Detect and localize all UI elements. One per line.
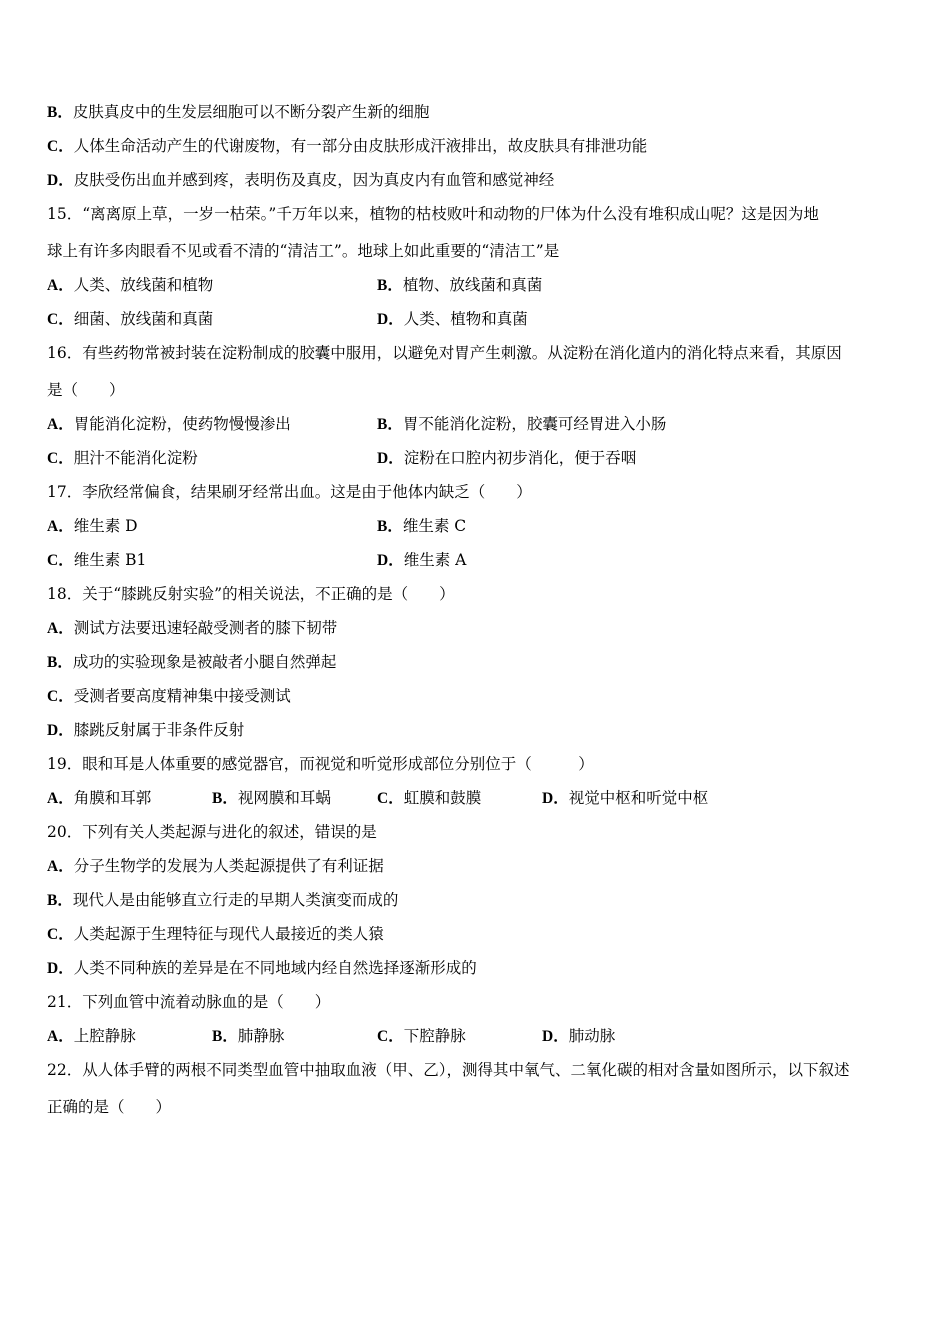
option-label: C． (47, 450, 74, 467)
option-text: 维生素 B1 (73, 551, 147, 569)
q18-option-c (47, 686, 291, 707)
q22-stem-line2: 正确的是（ ） (47, 1098, 172, 1116)
q21-option-a (47, 1026, 136, 1047)
option-text: 胃能消化淀粉，使药物慢慢渗出 (73, 415, 291, 433)
q21-stem: 21．下列血管中流着动脉血的是（ ） (47, 993, 331, 1011)
q15-option-a (47, 275, 213, 296)
option-label: A． (47, 620, 74, 637)
option-text: 上腔静脉 (73, 1027, 136, 1045)
q17-option-b (377, 516, 466, 537)
option-label: D． (47, 722, 74, 739)
option-text: 视觉中枢和听觉中枢 (568, 789, 709, 807)
q14-option-d (47, 170, 554, 191)
q20-option-b (47, 890, 398, 911)
option-text: 测试方法要迅速轻敲受测者的膝下韧带 (73, 619, 338, 637)
option-label: D． (47, 172, 74, 189)
option-text: 维生素 C (402, 517, 467, 535)
q20-option-a (47, 856, 384, 877)
option-text: 虹膜和鼓膜 (403, 789, 482, 807)
option-label: B． (212, 790, 238, 807)
q14-option-c (47, 136, 647, 157)
option-text: 成功的实验现象是被敲者小腿自然弹起 (72, 653, 337, 671)
q14-option-b (47, 102, 429, 123)
q20-option-d (47, 958, 477, 979)
q16-option-b (377, 414, 666, 435)
q20-option-c (47, 924, 384, 945)
option-text: 角膜和耳郭 (73, 789, 152, 807)
option-label: B． (47, 892, 73, 909)
option-label: D． (377, 311, 404, 328)
q19-option-a (47, 788, 151, 809)
option-text: 细菌、放线菌和真菌 (73, 310, 214, 328)
q17-option-d (377, 550, 466, 571)
q16-stem-line2: 是（ ） (47, 381, 125, 399)
q17-stem: 17．李欣经常偏食，结果刷牙经常出血。这是由于他体内缺乏（ ） (47, 483, 532, 501)
option-text: 肺动脉 (568, 1027, 616, 1045)
q18-option-b (47, 652, 336, 673)
q15-stem-line2: 球上有许多肉眼看不见或看不清的“清洁工”。地球上如此重要的“清洁工”是 (47, 242, 560, 260)
option-text: 人体生命活动产生的代谢废物，有一部分由皮肤形成汗液排出，故皮肤具有排泄功能 (73, 137, 648, 155)
option-label: D． (542, 790, 569, 807)
option-text: 皮肤真皮中的生发层细胞可以不断分裂产生新的细胞 (72, 103, 430, 121)
option-text: 肺静脉 (237, 1027, 285, 1045)
q21-option-c (377, 1026, 466, 1047)
option-label: B． (377, 416, 403, 433)
q18-stem: 18．关于“膝跳反射实验”的相关说法，不正确的是（ ） (47, 585, 455, 603)
q15-option-b (377, 275, 542, 296)
option-label: B． (47, 654, 73, 671)
option-label: C． (47, 138, 74, 155)
q16-option-a (47, 414, 291, 435)
option-text: 人类起源于生理特征与现代人最接近的类人猿 (73, 925, 384, 943)
option-label: B． (47, 104, 73, 121)
option-text: 人类、植物和真菌 (403, 310, 528, 328)
option-label: A． (47, 277, 74, 294)
q21-option-b (212, 1026, 284, 1047)
option-label: C． (377, 1028, 404, 1045)
q15-option-d (377, 309, 528, 330)
q21-option-d (542, 1026, 615, 1047)
q17-option-c (47, 550, 146, 571)
option-text: 下腔静脉 (403, 1027, 466, 1045)
option-label: A． (47, 518, 74, 535)
option-label: C． (377, 790, 404, 807)
option-label: B． (377, 518, 403, 535)
q20-stem: 20．下列有关人类起源与进化的叙述，错误的是 (47, 823, 377, 841)
option-text: 淀粉在口腔内初步消化，便于吞咽 (403, 449, 637, 467)
option-label: C． (47, 311, 74, 328)
q16-stem-line1: 16．有些药物常被封装在淀粉制成的胶囊中服用，以避免对胃产生刺激。从淀粉在消化道内的消化特点来看，其原因 (47, 344, 842, 362)
option-label: A． (47, 790, 74, 807)
option-text: 皮肤受伤出血并感到疼，表明伤及真皮，因为真皮内有血管和感觉神经 (73, 171, 555, 189)
q17-option-a (47, 516, 138, 537)
option-text: 受测者要高度精神集中接受测试 (73, 687, 291, 705)
option-label: D． (377, 552, 404, 569)
option-label: A． (47, 416, 74, 433)
q18-option-d (47, 720, 244, 741)
option-text: 人类不同种族的差异是在不同地域内经自然选择逐渐形成的 (73, 959, 477, 977)
option-label: A． (47, 1028, 74, 1045)
option-label: D． (47, 960, 74, 977)
option-label: C． (47, 926, 74, 943)
option-text: 胆汁不能消化淀粉 (73, 449, 198, 467)
option-label: D． (542, 1028, 569, 1045)
option-text: 胃不能消化淀粉，胶囊可经胃进入小肠 (402, 415, 667, 433)
option-text: 植物、放线菌和真菌 (402, 276, 543, 294)
option-label: A． (47, 858, 74, 875)
q16-option-d (377, 448, 636, 469)
option-text: 分子生物学的发展为人类起源提供了有利证据 (73, 857, 384, 875)
q22-stem-line1: 22．从人体手臂的两根不同类型血管中抽取血液（甲、乙），测得其中氧气、二氧化碳的相对含量如图所示，以下叙述 (47, 1061, 850, 1079)
q18-option-a (47, 618, 337, 639)
option-text: 视网膜和耳蜗 (237, 789, 331, 807)
option-text: 维生素 D (73, 517, 138, 535)
q19-option-c (377, 788, 481, 809)
option-label: B． (377, 277, 403, 294)
q19-stem: 19．眼和耳是人体重要的感觉器官，而视觉和听觉形成部位分别位于（ ） (47, 755, 594, 773)
q15-option-c (47, 309, 213, 330)
option-text: 人类、放线菌和植物 (73, 276, 214, 294)
option-text: 膝跳反射属于非条件反射 (73, 721, 245, 739)
q16-option-c (47, 448, 198, 469)
option-label: C． (47, 688, 74, 705)
option-text: 现代人是由能够直立行走的早期人类演变而成的 (72, 891, 399, 909)
option-text: 维生素 A (403, 551, 467, 569)
q15-stem-line1: 15．“离离原上草，一岁一枯荣。”千万年以来，植物的枯枝败叶和动物的尸体为什么没有堆积成山呢？这是因为地 (47, 205, 819, 223)
option-label: C． (47, 552, 74, 569)
option-label: D． (377, 450, 404, 467)
q19-option-b (212, 788, 331, 809)
option-label: B． (212, 1028, 238, 1045)
q19-option-d (542, 788, 708, 809)
